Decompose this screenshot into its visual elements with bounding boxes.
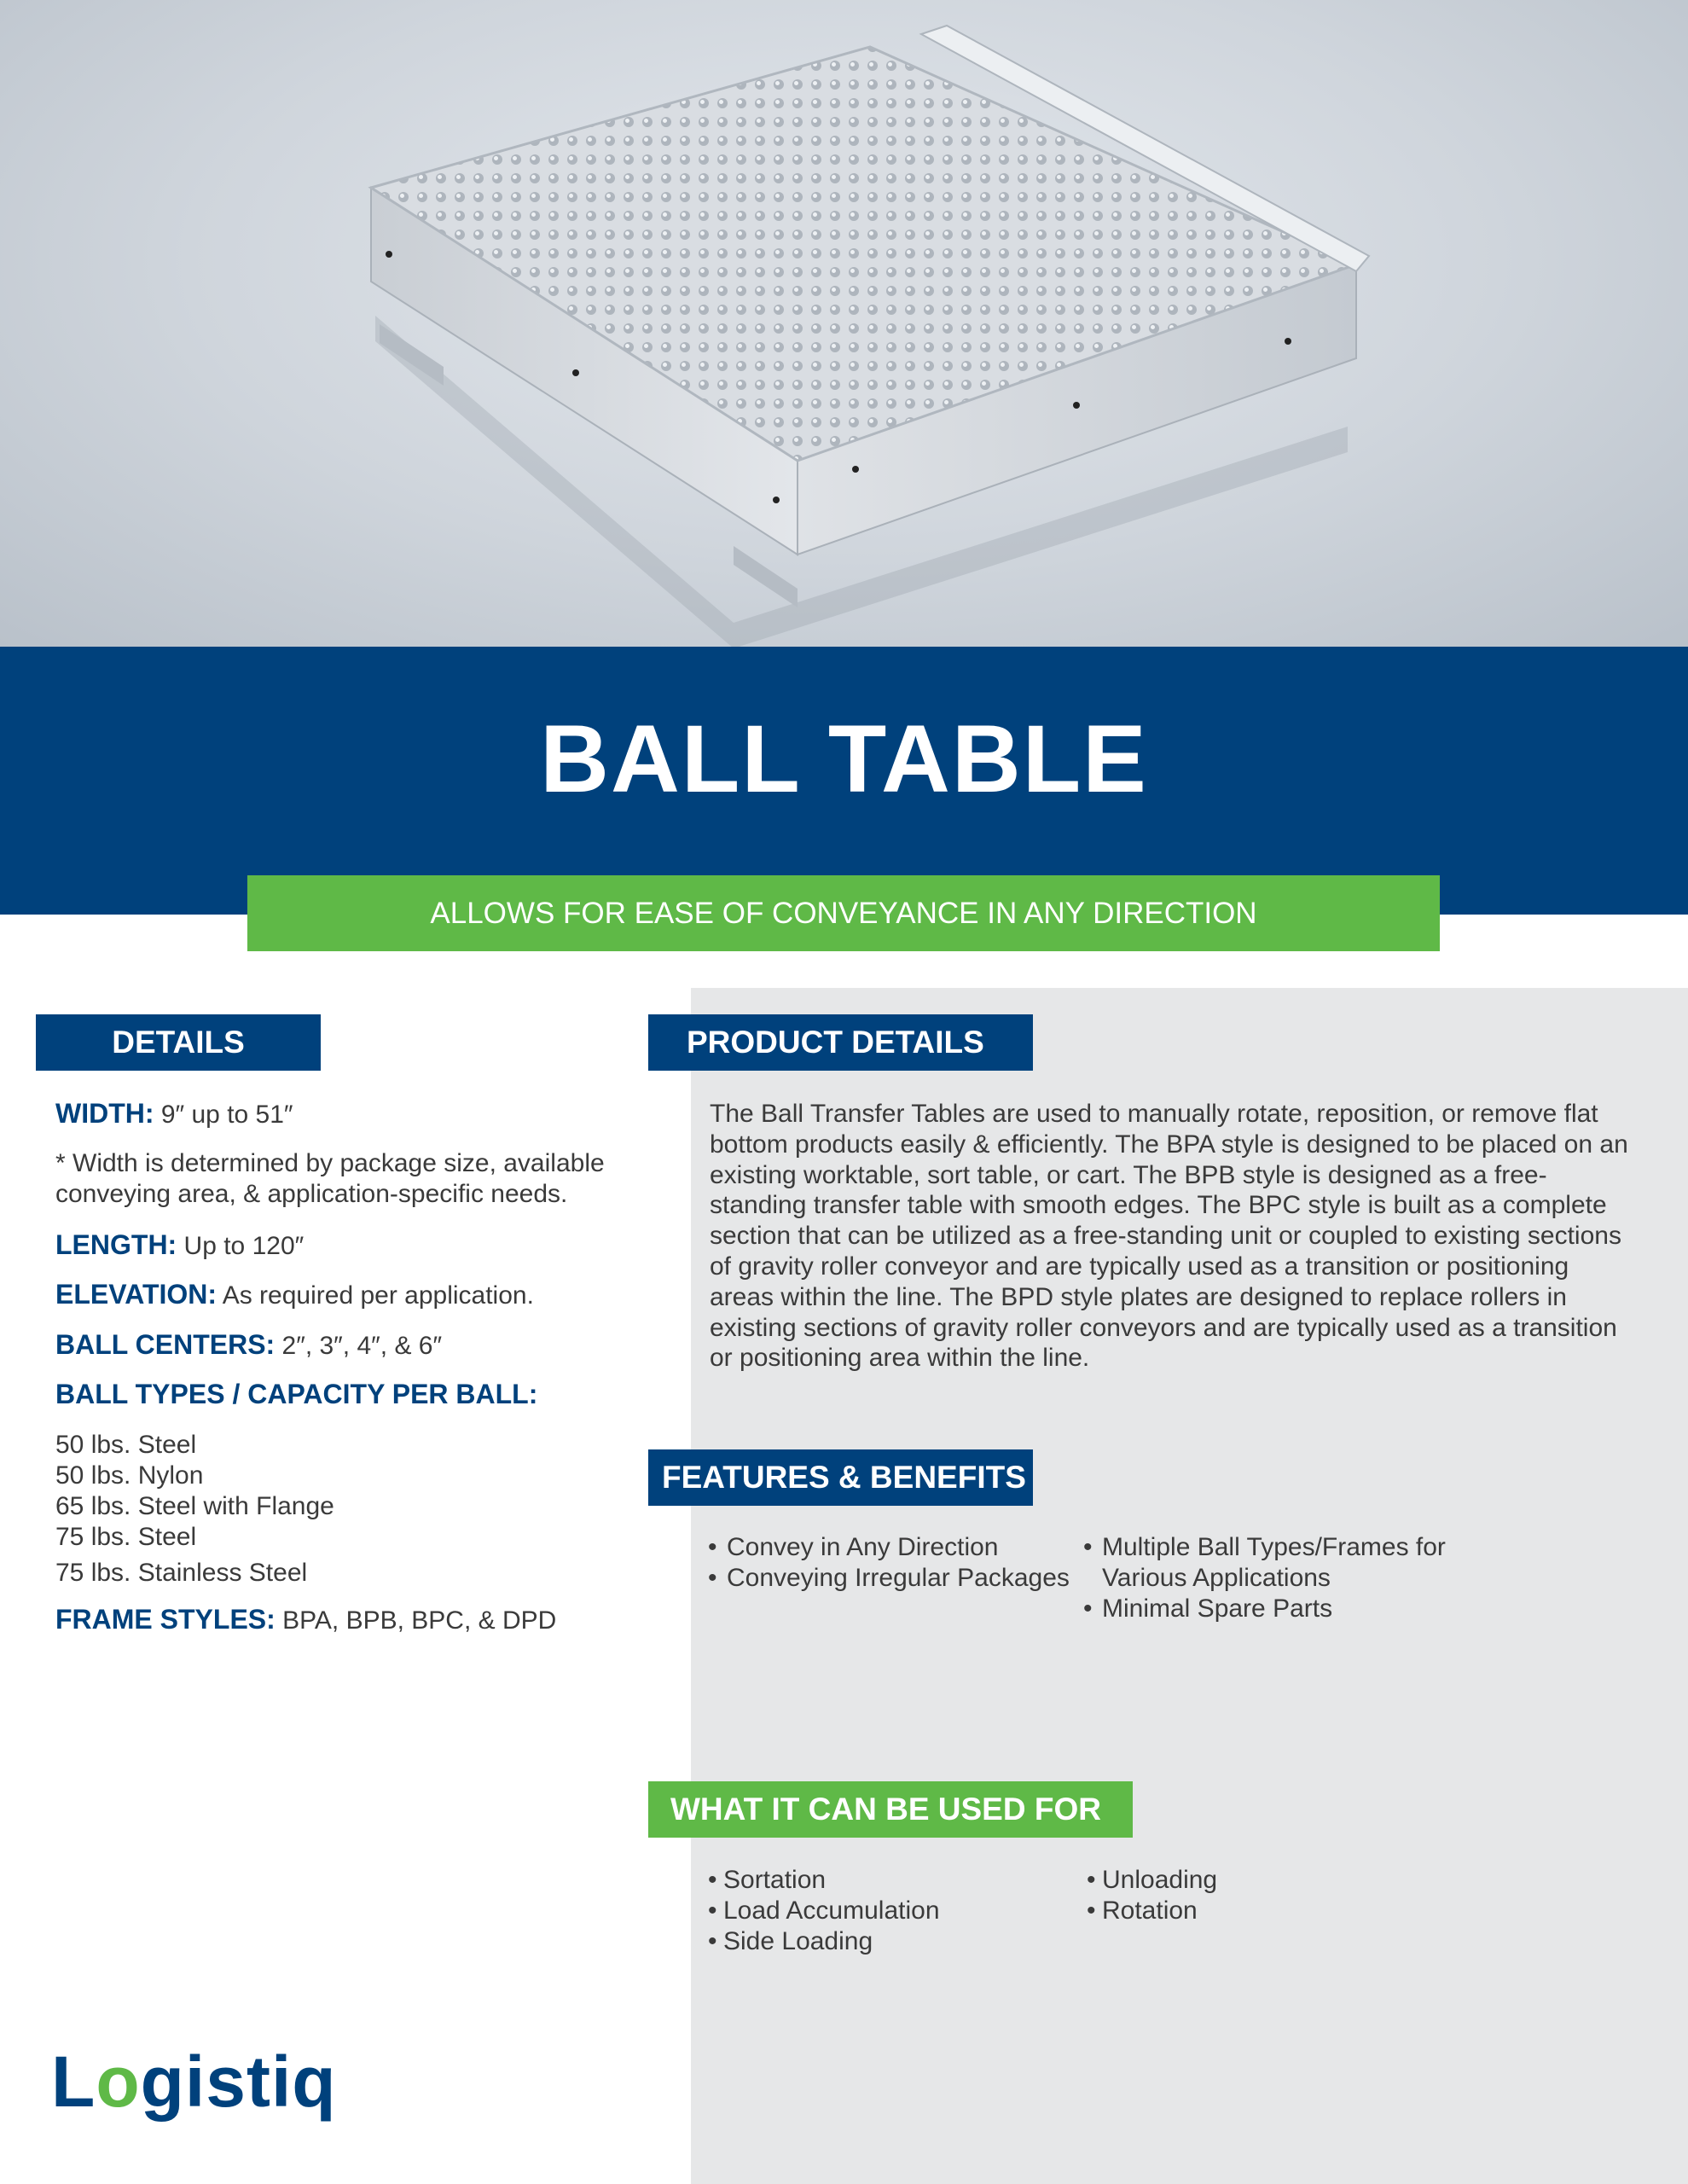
- list-item: 65 lbs. Steel with Flange: [55, 1492, 334, 1520]
- page-title: BALL TABLE: [540, 706, 1148, 812]
- list-item: 50 lbs. Steel: [55, 1431, 197, 1459]
- spec-width-value: 9″ up to 51″: [154, 1101, 293, 1129]
- uses-list-col1: [708, 1865, 1066, 1957]
- list-item: • Conveying Irregular Packages: [708, 1564, 1070, 1592]
- spec-frame-styles-label: FRAME STYLES:: [55, 1604, 276, 1635]
- details-heading: DETAILS: [36, 1014, 321, 1071]
- features-list-col1: [708, 1532, 1083, 1594]
- features-heading: FEATURES & BENEFITS: [648, 1449, 1033, 1506]
- spec-length-value: Up to 120″: [177, 1232, 305, 1260]
- spec-elevation: [55, 1279, 534, 1311]
- uses-list-col2: [1087, 1865, 1343, 1926]
- features-list-col2: [1083, 1532, 1484, 1624]
- ball-types-list: [55, 1430, 334, 1589]
- spec-ball-centers-value: 2″, 3″, 4″, & 6″: [275, 1332, 443, 1360]
- spec-length-label: LENGTH:: [55, 1229, 177, 1260]
- list-item: • Convey in Any Direction: [708, 1533, 999, 1561]
- list-item: • Sortation: [708, 1866, 827, 1894]
- list-item: 75 lbs. Stainless Steel: [55, 1559, 308, 1587]
- spec-frame-styles-value: BPA, BPB, BPC, & DPD: [275, 1606, 557, 1635]
- spec-width: [55, 1098, 293, 1130]
- list-item: • Minimal Spare Parts: [1083, 1594, 1333, 1623]
- spec-ball-types-label: BALL TYPES / CAPACITY PER BALL:: [55, 1379, 538, 1409]
- ball-table-illustration: [0, 0, 1688, 647]
- uses-heading: WHAT IT CAN BE USED FOR: [648, 1781, 1133, 1838]
- spec-width-label: WIDTH:: [55, 1098, 154, 1129]
- list-item: 50 lbs. Nylon: [55, 1461, 204, 1490]
- tagline-banner: ALLOWS FOR EASE OF CONVEYANCE IN ANY DIRECTION: [247, 875, 1440, 951]
- spec-elevation-label: ELEVATION:: [55, 1279, 218, 1310]
- spec-ball-centers: [55, 1329, 442, 1362]
- spec-frame-styles: [55, 1604, 556, 1636]
- logo-swirl-icon: o: [96, 2042, 141, 2122]
- list-item: • Side Loading: [708, 1927, 873, 1955]
- spec-ball-centers-label: BALL CENTERS:: [55, 1329, 276, 1360]
- list-item: • Rotation: [1087, 1896, 1198, 1925]
- spec-elevation-value: As required per application.: [217, 1281, 534, 1310]
- product-image: [0, 0, 1688, 647]
- product-details-text: The Ball Transfer Tables are used to manually rotate, reposition, or remove flat bottom products easily & efficiently. The BPA style is designed to be placed on an existing worktable, sort table, or cart. The BPB style is designed as a free-standing transfer table with smooth edges. The BPC style is built as a complete section that can be utilized as a free-standing unit or coupled to existing sections of gravity roller conveyor and are typically used as a transition or positioning areas within the line. The BPD style plates are designed to replace rollers in existing sections of gravity roller conveyors and are typically used as a transition or positioning area within the line.: [710, 1100, 1628, 1373]
- spec-length: [55, 1229, 304, 1262]
- list-item: • Multiple Ball Types/Frames for Various Applications: [1083, 1533, 1446, 1592]
- spec-ball-types: [55, 1379, 537, 1411]
- list-item: • Unloading: [1087, 1866, 1218, 1894]
- spec-width-note: * Width is determined by package size, available conveying area, & application-specific needs.: [55, 1149, 605, 1208]
- product-details-heading: PRODUCT DETAILS: [648, 1014, 1033, 1071]
- list-item: • Load Accumulation: [708, 1896, 940, 1925]
- list-item: 75 lbs. Steel: [55, 1523, 197, 1551]
- logistiq-logo: Logistiq: [51, 2042, 337, 2122]
